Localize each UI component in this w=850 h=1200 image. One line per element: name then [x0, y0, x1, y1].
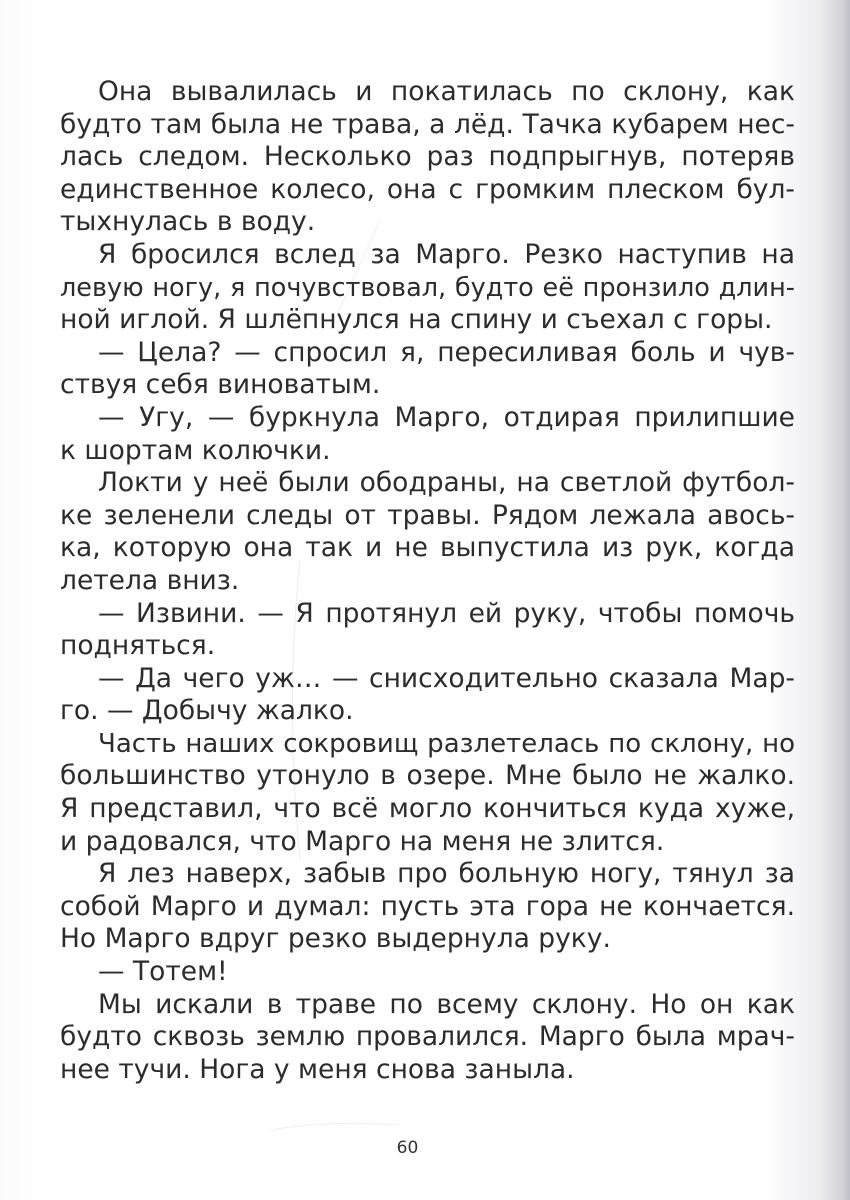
text-line: Я представил, что всё могло кончиться куда хуже, [60, 793, 795, 825]
text-line: ка, которую она так и не выпустила из рук, когда [60, 532, 795, 564]
text-line: тыхнулась в воду. [60, 206, 316, 238]
text-line: Но Марго вдруг резко выдернула руку. [60, 923, 611, 955]
text-line: ной иглой. Я шлёпнулся на спину и съехал с горы. [60, 304, 773, 336]
text-line: и радовался, что Марго на меня не злится. [60, 825, 665, 857]
text-line: будто сквозь землю провалился. Марго была мрач- [60, 1021, 795, 1053]
text-line: будто там была не трава, а лёд. Тачка кубарем нес- [60, 108, 795, 140]
text-line: Я лез наверх, забыв про больную ногу, тянул за [98, 858, 795, 890]
binding-shadow [822, 0, 850, 1200]
text-line: — Извини. — Я протянул ей руку, чтобы помочь [98, 597, 795, 629]
text-line: ствуя себя виноватым. [60, 369, 381, 401]
text-line: ке зеленели следы от травы. Рядом лежала авось- [60, 499, 795, 531]
text-line: — Тотем! [98, 956, 228, 988]
text-line: к шортам колючки. [60, 434, 331, 466]
text-line: собой Марго и думал: пусть эта гора не кончается. [60, 890, 795, 922]
text-line: — Цела? — спросил я, пересиливая боль и чув- [98, 336, 795, 368]
text-line: Часть наших сокровищ разлетелась по склону, но [98, 728, 795, 759]
text-line: Мы искали в траве по всему склону. Но он как [98, 988, 795, 1020]
text-line: Она вывалилась и покатилась по склону, как [98, 76, 795, 107]
text-line: единственное колесо, она с громким плеском бул- [60, 173, 795, 205]
text-line: го. — Добычу жалко. [60, 695, 354, 727]
text-line: летела вниз. [60, 564, 240, 596]
text-line: подняться. [60, 630, 216, 662]
text-line: Локти у неё были ободраны, на светлой футбол- [98, 467, 795, 499]
text-line: лась следом. Несколько раз подпрыгнув, потеряв [60, 141, 795, 173]
body-text [60, 76, 795, 1086]
text-line: — Угу, — буркнула Марго, отдирая прилипшие [98, 401, 795, 433]
text-line: большинство утонуло в озере. Мне было не жалко. [60, 760, 795, 792]
text-line: нее тучи. Нога у меня снова заныла. [60, 1053, 575, 1085]
page-number: 60 [396, 1138, 419, 1158]
text-line: Я бросился вслед за Марго. Резко наступив на [98, 238, 795, 270]
text-line: левую ногу, я почувствовал, будто её пронзило длин- [60, 272, 795, 303]
text-line: — Да чего уж… — снисходительно сказала Мар- [98, 662, 795, 694]
